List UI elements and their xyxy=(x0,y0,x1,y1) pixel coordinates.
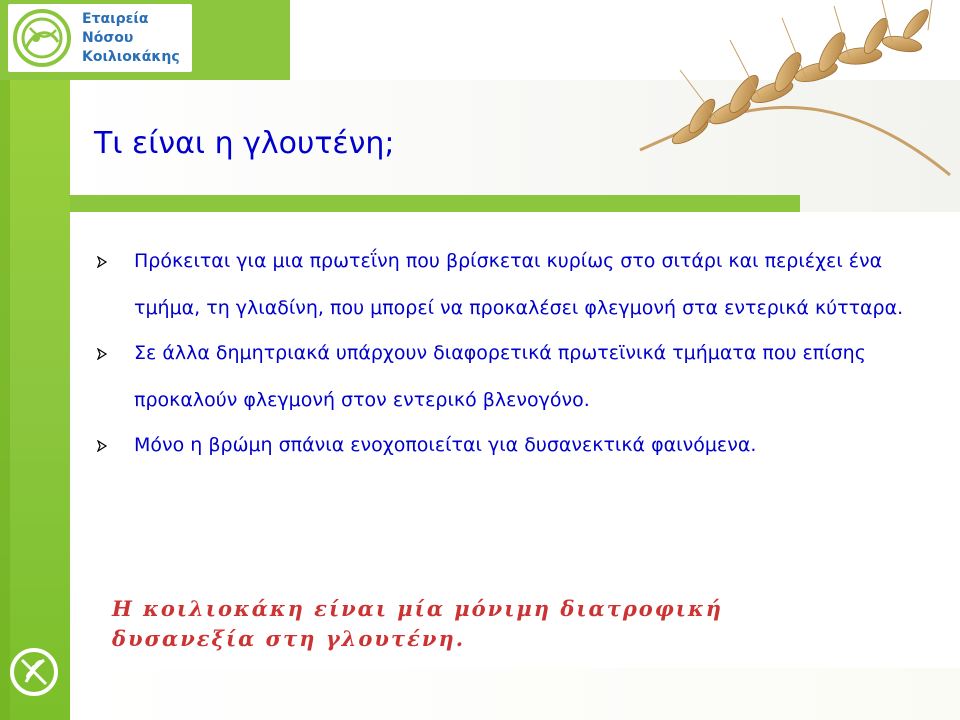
logo-line-1: Εταιρεία xyxy=(82,11,149,27)
bullet-item xyxy=(96,238,936,332)
bullet-text: Πρόκειται για μια πρωτεΐνη που βρίσκεται κυρίως στο σιτάρι και περιέχει ένα τμήμα, τη γλιαδίνη, που μπορεί να προκαλέσει φλεγμονή στα εντερικά κύτταρα. xyxy=(134,250,904,319)
slide-title: Τι είναι η γλουτένη; xyxy=(94,126,395,161)
chevron-right-icon xyxy=(96,440,108,452)
footer-line-1: Η κοιλιοκάκη είναι μία μόνιμη διατροφική xyxy=(112,596,723,621)
no-gluten-icon xyxy=(8,646,60,698)
footer-statement xyxy=(112,594,902,654)
left-accent-strip xyxy=(0,0,10,720)
header-green-rule xyxy=(70,195,800,212)
organization-name xyxy=(82,10,180,67)
logo-area xyxy=(0,0,290,80)
bullet-text: Μόνο η βρώμη σπάνια ενοχοποιείται για δυσανεκτικά φαινόμενα. xyxy=(134,434,757,456)
chevron-right-icon xyxy=(96,348,108,360)
organization-logo-icon xyxy=(12,8,72,68)
logo-line-3: Κοιλιοκάκης xyxy=(82,49,180,65)
bullet-list xyxy=(96,238,936,469)
wheat-ear-icon xyxy=(620,0,960,180)
chevron-right-icon xyxy=(96,256,108,268)
bullet-text: Σε άλλα δημητριακά υπάρχουν διαφορετικά πρωτεϊνικά τμήματα που επίσης προκαλούν φλεγμονή στον εντερικό βλενογόνο. xyxy=(134,342,866,411)
left-accent-bar xyxy=(0,0,70,720)
bullet-item xyxy=(96,422,936,469)
logo-line-2: Νόσου xyxy=(82,30,134,46)
logo-card xyxy=(8,4,192,72)
bullet-item xyxy=(96,330,936,424)
footer-band xyxy=(70,668,960,720)
footer-line-2: δυσανεξία στη γλουτένη. xyxy=(112,626,466,651)
